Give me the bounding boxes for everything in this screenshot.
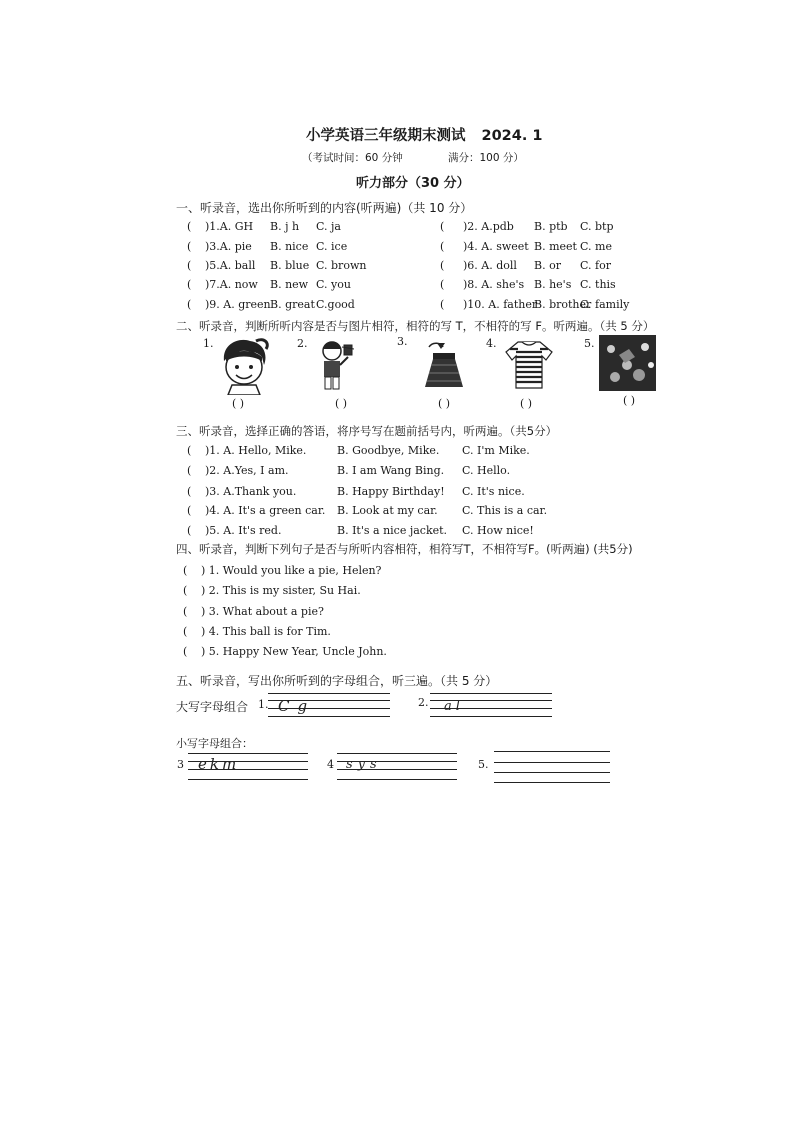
exam-time: （考试时间：60 分钟 — [302, 152, 403, 164]
answer-paren[interactable]: ( — [187, 220, 192, 233]
option-a: )4. A. sweet — [463, 240, 529, 253]
answer-paren[interactable]: ( — [187, 485, 192, 498]
option-b: B. meet — [534, 240, 577, 253]
option-b: B. ptb — [534, 220, 568, 233]
reply-option-b: B. Happy Birthday! — [337, 485, 445, 498]
option-a: )8. A. she's — [463, 278, 525, 291]
option-a: )9. A. green — [205, 298, 271, 311]
answer-paren[interactable]: ( — [187, 259, 192, 272]
full-score: 满分：100 分） — [448, 152, 524, 164]
option-b: B. great — [270, 298, 315, 311]
section2-heading: 二、听录音，判断所听内容是否与图片相符，相符的写 T，不相符的写 F。听两遍。（共 5 分） — [176, 319, 655, 333]
picture-number-4: 4. — [486, 337, 497, 350]
option-a: )10. A. father — [463, 298, 538, 311]
answer-paren[interactable]: ( — [187, 524, 192, 537]
option-c: C. this — [580, 278, 616, 291]
option-b: B. brother — [534, 298, 592, 311]
handwritten-answer-1: Cg — [278, 697, 316, 715]
listening-part-title: 听力部分（30 分） — [356, 176, 470, 191]
writing-number-1: 1. — [258, 698, 269, 711]
option-b: B. or — [534, 259, 561, 272]
reply-option-a: )1. A. Hello, Mike. — [205, 444, 307, 457]
picture-number-3: 3. — [397, 335, 408, 348]
answer-paren[interactable]: ( — [187, 240, 192, 253]
option-c: C. you — [316, 278, 351, 291]
section5-heading: 五、听录音，写出你所听到的字母组合，听三遍。（共 5 分） — [176, 674, 498, 688]
option-c: C. btp — [580, 220, 614, 233]
girl-picture — [216, 335, 272, 395]
skirt-picture — [423, 339, 463, 391]
reply-option-c: C. This is a car. — [462, 504, 548, 517]
uppercase-label: 大写字母组合 — [176, 700, 249, 714]
handwritten-answer-2: al — [444, 699, 464, 714]
answer-paren[interactable]: ( — [440, 220, 445, 233]
writing-number-3: 3 — [177, 758, 184, 771]
answer-paren[interactable]: ( — [183, 584, 188, 597]
reply-option-c: C. It's nice. — [462, 485, 525, 498]
dark-photo-picture — [599, 335, 656, 391]
option-c: C. ice — [316, 240, 348, 253]
writing-number-4: 4 — [327, 758, 334, 771]
option-a: )5.A. ball — [205, 259, 256, 272]
option-a: )7.A. now — [205, 278, 258, 291]
sentence-item: ) 3. What about a pie? — [201, 605, 324, 618]
exam-title: 小学英语三年级期末测试 — [306, 128, 466, 144]
writing-number-5: 5. — [478, 758, 489, 771]
reply-option-a: )5. A. It's red. — [205, 524, 282, 537]
picture-answer-1[interactable]: ( ) — [232, 397, 245, 410]
exam-date: 2024. 1 — [481, 128, 543, 144]
section3-heading: 三、听录音，选择正确的答语，将序号写在题前括号内，听两遍。（共5分） — [176, 424, 558, 438]
boy-with-toy-picture — [318, 337, 354, 393]
sentence-item: ) 4. This ball is for Tim. — [201, 625, 331, 638]
reply-option-a: )3. A.Thank you. — [205, 485, 297, 498]
reply-option-b: B. It's a nice jacket. — [337, 524, 448, 537]
answer-paren[interactable]: ( — [187, 504, 192, 517]
option-a: )6. A. doll — [463, 259, 517, 272]
option-a: )1.A. GH — [205, 220, 254, 233]
answer-paren[interactable]: ( — [187, 444, 192, 457]
lowercase-label: 小写字母组合： — [176, 737, 253, 750]
answer-paren[interactable]: ( — [183, 625, 188, 638]
picture-answer-3[interactable]: ( ) — [438, 397, 451, 410]
answer-paren[interactable]: ( — [187, 464, 192, 477]
answer-paren[interactable]: ( — [183, 605, 188, 618]
option-c: C.good — [316, 298, 355, 311]
reply-option-b: B. Goodbye, Mike. — [337, 444, 440, 457]
sentence-item: ) 5. Happy New Year, Uncle John. — [201, 645, 387, 658]
option-b: B. nice — [270, 240, 309, 253]
option-b: B. new — [270, 278, 309, 291]
option-a: )3.A. pie — [205, 240, 252, 253]
picture-answer-2[interactable]: ( ) — [335, 397, 348, 410]
answer-paren[interactable]: ( — [183, 564, 188, 577]
reply-option-c: C. I'm Mike. — [462, 444, 530, 457]
option-a: )2. A.pdb — [463, 220, 514, 233]
reply-option-b: B. Look at my car. — [337, 504, 438, 517]
reply-option-b: B. I am Wang Bing. — [337, 464, 445, 477]
option-c: C. family — [580, 298, 630, 311]
sentence-item: ) 1. Would you like a pie, Helen? — [201, 564, 382, 577]
option-c: C. brown — [316, 259, 367, 272]
reply-option-c: C. How nice! — [462, 524, 534, 537]
answer-paren[interactable]: ( — [187, 278, 192, 291]
option-c: C. for — [580, 259, 611, 272]
picture-number-5: 5. — [584, 337, 595, 350]
option-b: B. he's — [534, 278, 572, 291]
sentence-item: ) 2. This is my sister, Su Hai. — [201, 584, 361, 597]
answer-paren[interactable]: ( — [440, 240, 445, 253]
section1-heading: 一、听录音，选出你所听到的内容(听两遍)（共 10 分） — [176, 201, 473, 215]
option-b: B. blue — [270, 259, 310, 272]
answer-paren[interactable]: ( — [440, 298, 445, 311]
answer-paren[interactable]: ( — [183, 645, 188, 658]
reply-option-a: )2. A.Yes, I am. — [205, 464, 289, 477]
answer-paren[interactable]: ( — [440, 259, 445, 272]
picture-answer-4[interactable]: ( ) — [520, 397, 533, 410]
picture-number-2: 2. — [297, 337, 308, 350]
option-c: C. ja — [316, 220, 341, 233]
answer-paren[interactable]: ( — [440, 278, 445, 291]
handwritten-answer-4: sys — [346, 757, 382, 772]
striped-shirt-picture — [504, 340, 554, 390]
picture-answer-5[interactable]: ( ) — [623, 394, 636, 407]
reply-option-a: )4. A. It's a green car. — [205, 504, 326, 517]
answer-paren[interactable]: ( — [187, 298, 192, 311]
writing-number-2: 2. — [418, 696, 429, 709]
section4-heading: 四、听录音，判断下列句子是否与所听内容相符，相符写T，不相符写F。(听两遍) (共5分) — [176, 542, 633, 556]
option-b: B. j h — [270, 220, 300, 233]
option-c: C. me — [580, 240, 612, 253]
picture-number-1: 1. — [203, 337, 214, 350]
reply-option-c: C. Hello. — [462, 464, 511, 477]
handwritten-answer-3: ekm — [198, 755, 240, 773]
